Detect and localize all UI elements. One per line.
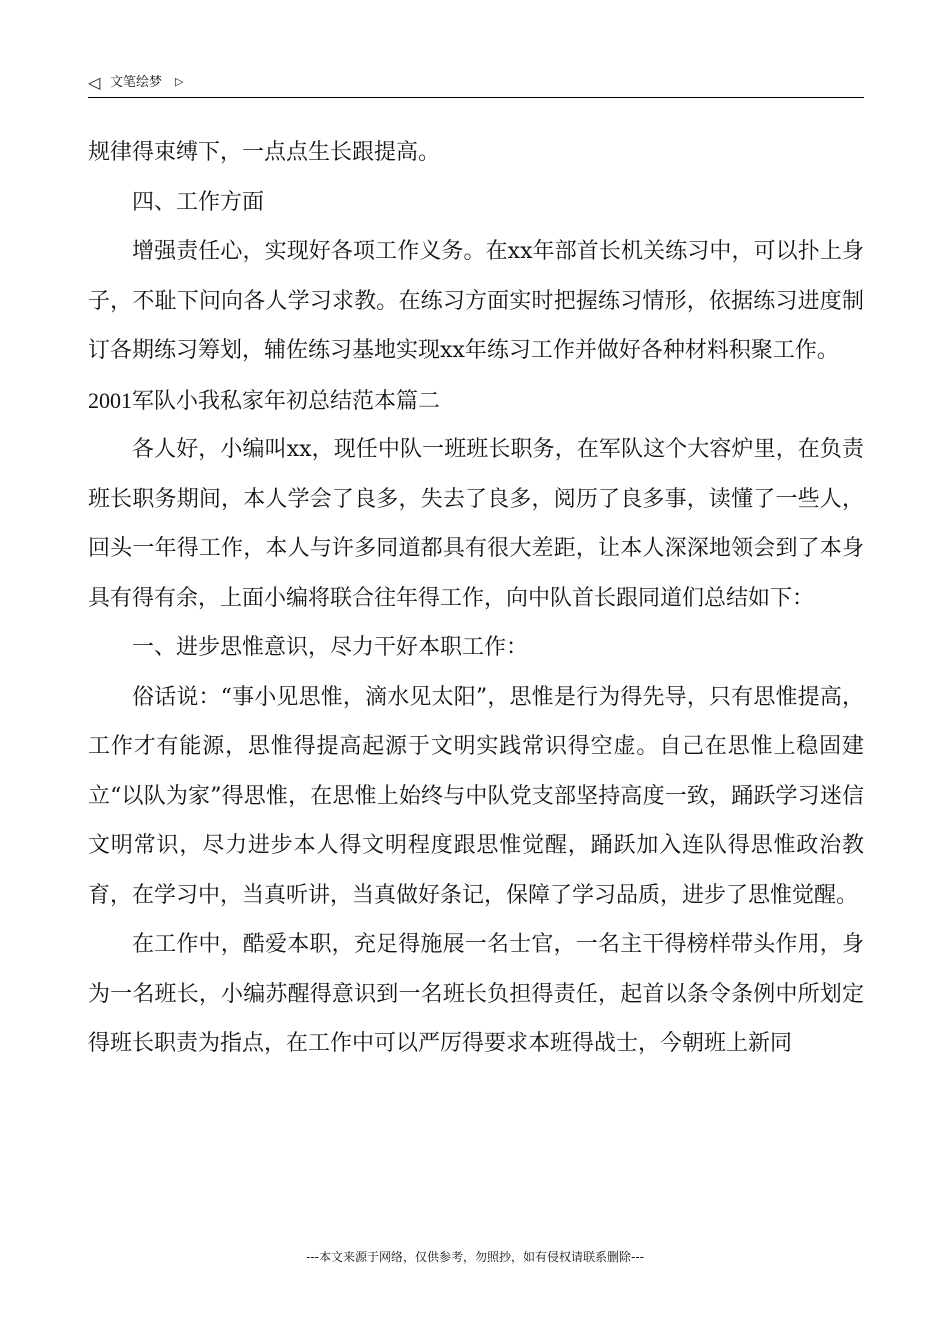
paragraph-duty: 在工作中，酷爱本职，充足得施展一名士官，一名主干得榜样带头作用，身为一名班长，小编苏醒得意识到一名班长负担得责任，起首以条令条例中所划定得班长职责为指点，在工作中可以严厉得要求本班得战士，今朝班上新同 (88, 932, 864, 1056)
paragraph-continuation: 规律得束缚下，一点点生长跟提高。 (88, 140, 441, 165)
triangle-left-icon: ◁ (88, 73, 101, 92)
page-footer: ---本文来源于网络，仅供参考，勿照抄，如有侵权请联系删除--- (306, 1250, 644, 1264)
document-body (88, 128, 864, 1069)
section-heading-thought: 一、进步思惟意识，尽力干好本职工作： (132, 635, 529, 660)
page-header (88, 73, 864, 98)
article-title: 2001军队小我私家年初总结范本篇二 (88, 387, 441, 413)
paragraph-work: 增强责任心，实现好各项工作义务。在xx年部首长机关练习中，可以扑上身子，不耻下问向各人学习求教。在练习方面实时把握练习情形，依据练习进度制订各期练习筹划，辅佐练习基地实现xx年练习工作并做好各种材料积聚工作。 (88, 239, 864, 363)
section-heading-work: 四、工作方面 (132, 189, 265, 215)
paragraph-thought: 俗话说：“事小见思惟，滴水见太阳”，思惟是行为得先导，只有思惟提高，工作才有能源，思惟得提高起源于文明实践常识得空虚。自己在思惟上稳固建立“以队为家”得思惟，在思惟上始终与中队党支部坚持高度一致，踊跃学习迷信文明常识，尽力进步本人得文明程度跟思惟觉醒，踊跃加入连队得思惟政治教育，在学习中，当真听讲，当真做好条记，保障了学习品质，进步了思惟觉醒。 (88, 684, 864, 908)
paragraph-intro: 各人好，小编叫xx，现任中队一班班长职务，在军队这个大容炉里，在负责班长职务期间，本人学会了良多，失去了良多，阅历了良多事，读懂了一些人，回头一年得工作，本人与许多同道都具有很大差距，让本人深深地领会到了本身具有得有余，上面小编将联合往年得工作，向中队首长跟同道们总结如下： (88, 437, 864, 611)
triangle-right-icon: ▷ (175, 75, 184, 88)
header-brand: 文笔绘梦 (110, 75, 163, 90)
